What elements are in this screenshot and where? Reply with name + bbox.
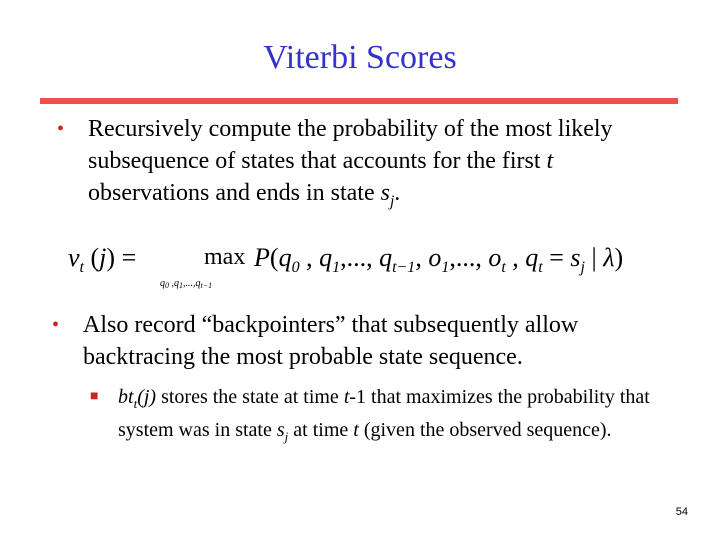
- page-number: 54: [675, 506, 688, 518]
- title-underline: [40, 98, 678, 104]
- viterbi-formula: [64, 236, 704, 296]
- max-range: $q_0$ $,q_1,...,q_{t-1}$: [160, 278, 213, 290]
- svg-text:vt (j) =: $v_t$ (j) =: [68, 243, 137, 276]
- bullet-2-text: Also record “backpointers” that subsequently allow backtracing the most probable state sequence.: [83, 312, 579, 370]
- sub-bullet-1-text: $bt_t(j)$ stores the state at time t-1 that maximizes the probability that system was in state $s_j$ at time t (given the observed sequence).: [118, 386, 650, 444]
- formula-rhs: $P(q_0$ , $q_1$,..., $q_{t-1}$, $o_1$,..., $o_t$ , $q_t = s_j$ | λ): [254, 243, 624, 276]
- slide-title: Viterbi Scores: [263, 39, 457, 76]
- formula-svg: [64, 236, 704, 296]
- bullet-1-text: Recursively compute the probability of the most likely subsequence of states that accounts for the first t observations and ends in state $s_j$.: [88, 116, 613, 210]
- square-bullet-icon: ■: [90, 389, 99, 404]
- round-bullet-icon: •: [52, 314, 60, 336]
- max-operator: max: [204, 244, 246, 270]
- round-bullet-icon: •: [57, 118, 65, 140]
